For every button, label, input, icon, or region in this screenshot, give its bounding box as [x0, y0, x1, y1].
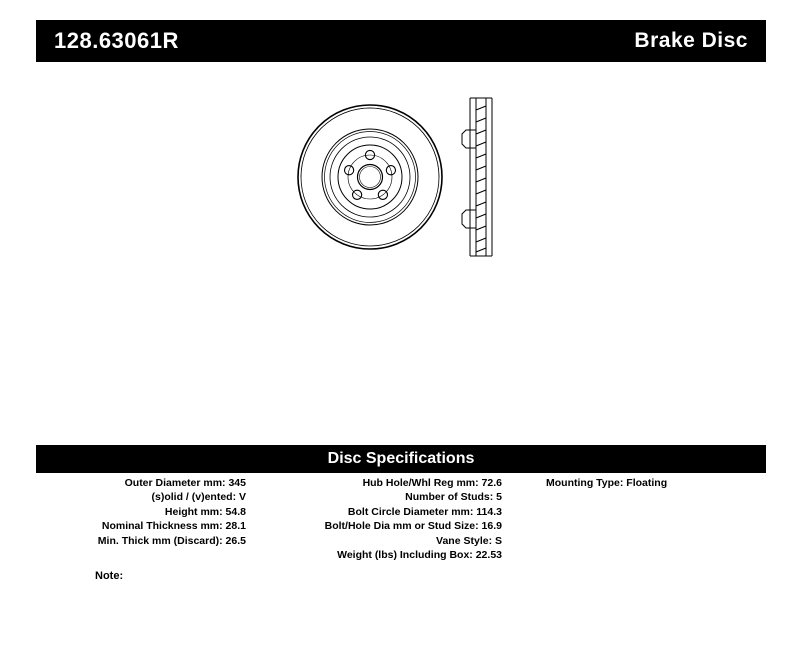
rotor-edge-section-view	[462, 98, 492, 256]
spec-item: Bolt/Hole Dia mm or Stud Size: 16.9	[324, 520, 502, 533]
spec-item: Number of Studs: 5	[405, 491, 502, 504]
spec-column-middle	[262, 476, 502, 562]
spec-column-right	[546, 476, 766, 490]
spec-item: Hub Hole/Whl Reg mm: 72.6	[362, 477, 502, 489]
note-row	[95, 570, 123, 582]
note-label: Note:	[95, 570, 124, 582]
rotor-face-view	[298, 105, 442, 249]
spec-item: Min. Thick mm (Discard): 26.5	[97, 534, 246, 547]
spec-item: Bolt Circle Diameter mm: 114.3	[347, 505, 502, 518]
spec-item: Vane Style: S	[436, 534, 502, 547]
spec-item: (s)olid / (v)ented: V	[151, 491, 246, 504]
spec-item: Nominal Thickness mm: 28.1	[101, 520, 246, 533]
spec-item: Outer Diameter mm: 345	[124, 477, 246, 489]
spec-item: Weight (lbs) Including Box: 22.53	[337, 549, 502, 562]
specifications-area	[36, 476, 766, 586]
spec-item: Mounting Type: Floating	[546, 477, 668, 489]
disc-specifications-title: Disc Specifications	[327, 450, 475, 467]
header-bar	[36, 20, 766, 62]
spec-column-left	[36, 476, 246, 548]
product-illustration	[280, 80, 540, 280]
part-number: 128.63061R	[54, 28, 179, 53]
disc-specifications-bar	[36, 445, 766, 473]
product-type-title: Brake Disc	[634, 29, 748, 52]
spec-item: Height mm: 54.8	[164, 505, 246, 518]
